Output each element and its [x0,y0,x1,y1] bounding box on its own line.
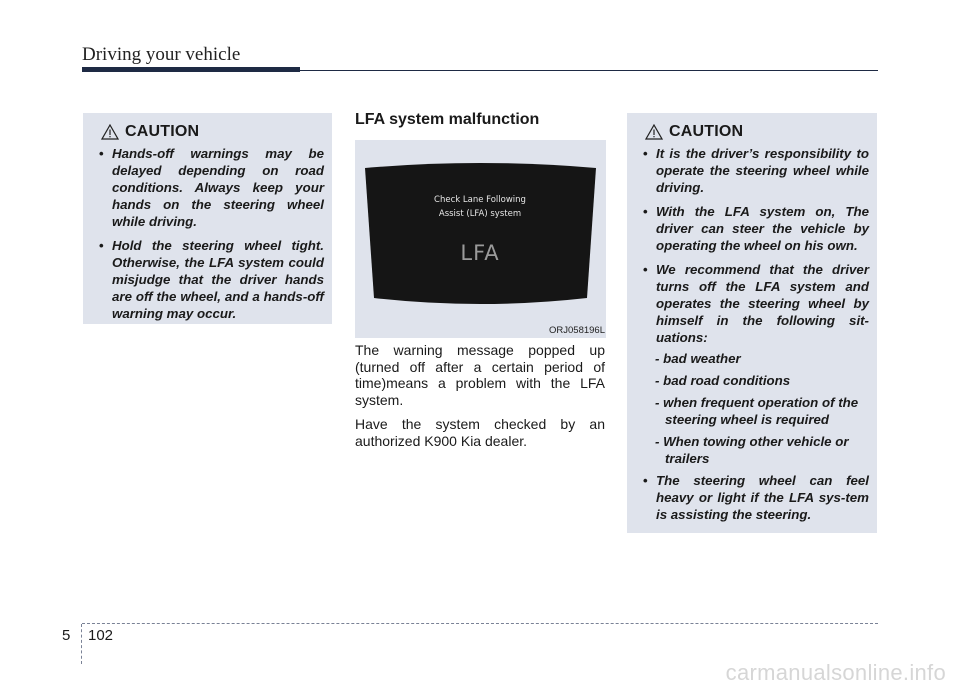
caution-header [635,121,869,142]
header-rule [300,70,878,71]
caution-subitem: - bad road conditions [655,373,791,388]
body-paragraph: The warning message popped up (turned off after a certain period of time)means a problem with the LFA system. [355,342,605,408]
display-message-line1: Check Lane Following [434,195,526,205]
caution-box-right [627,113,877,533]
warning-triangle-icon [645,124,663,140]
section-title: LFA system malfunction [355,111,540,128]
caution-list [635,472,869,523]
caution-subitem: - When towing other vehicle or trailers [655,434,849,466]
page-header-title: Driving your vehicle [82,44,241,65]
caution-header [91,121,324,142]
caution-box-left [83,113,332,324]
footer-divider [81,624,82,664]
caution-item: • Hold the steering wheel tight. Otherwise, the LFA system could misjudge that the driver hands are off the wheel, and a hands-off warning may occur. [99,238,324,321]
warning-triangle-icon [101,124,119,140]
caution-item: • Hands-off warnings may be delayed depending on road conditions. Always keep your hands on the steering wheel while driving. [99,146,324,229]
caution-list [635,145,869,346]
caution-list [91,145,324,322]
caution-heading: CAUTION [669,122,744,140]
body-text [355,342,605,457]
chapter-number: 5 [62,627,71,644]
caution-heading: CAUTION [125,122,200,140]
caution-item: • We recommend that the driver turns off the LFA system and operates the steering wheel by himself in the following sit-uations: [643,262,869,345]
caution-item: • It is the driver’s responsibility to operate the steering wheel while driving. [643,146,869,195]
cluster-display-figure [355,140,606,338]
page-number: 102 [88,627,114,644]
cluster-display-illustration [355,140,606,338]
display-message-line2: Assist (LFA) system [438,209,522,219]
figure-code: ORJ058196L [549,325,605,336]
footer-rule [82,623,878,624]
header-accent-bar [82,67,300,72]
watermark: carmanualsonline.info [725,660,946,685]
caution-item: • With the LFA system on, The driver can steer the vehicle by operating the wheel on his own. [643,204,869,253]
caution-item: • The steering wheel can feel heavy or light if the LFA sys-tem is assisting the steering. [643,473,869,522]
caution-subitem: - when frequent operation of the steering wheel is required [655,395,859,427]
lfa-icon-text: LFA [460,241,500,265]
body-paragraph: Have the system checked by an authorized K900 Kia dealer. [355,416,605,449]
caution-subitem: - bad weather [655,351,741,366]
